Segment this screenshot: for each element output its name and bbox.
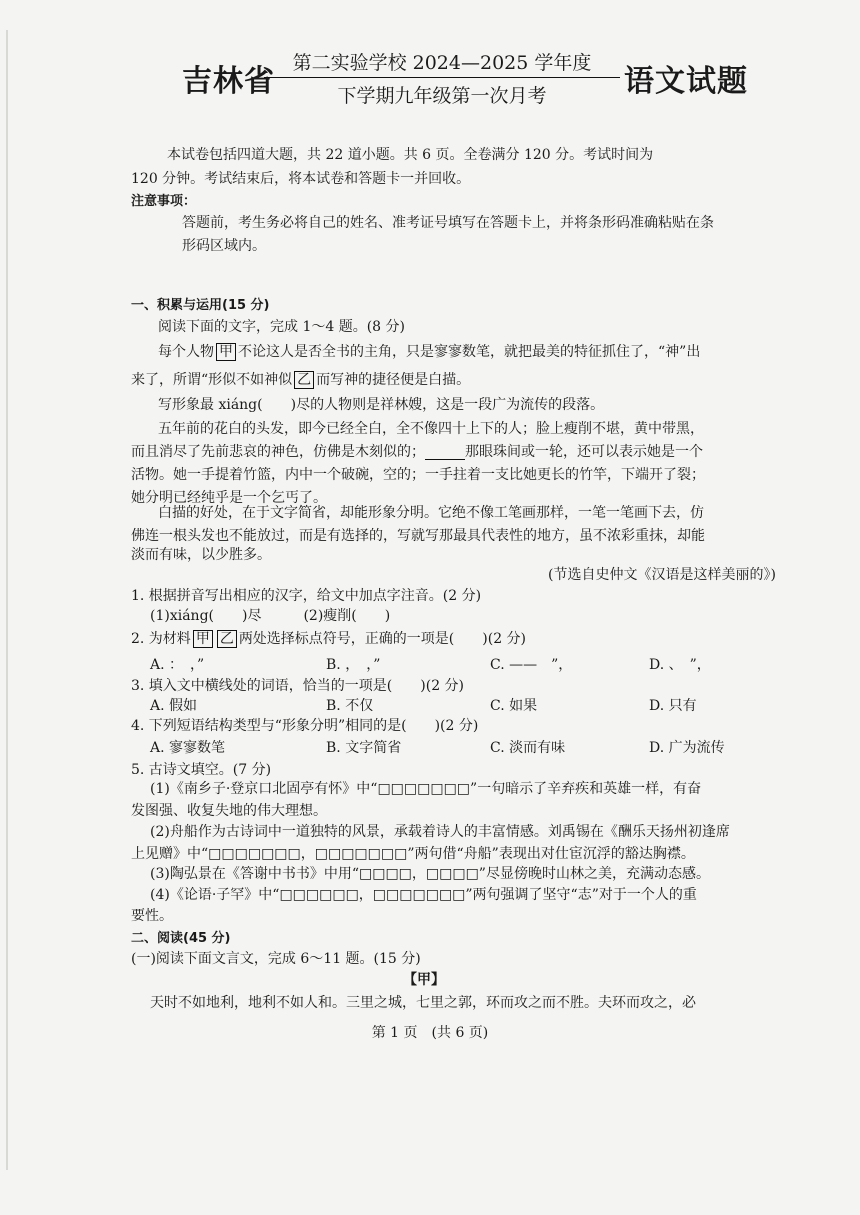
title-school-line: 第二实验学校 2024—2025 学年度 <box>264 48 620 78</box>
question-4: 4. 下列短语结构类型与“形象分明”相同的是( )(2 分) <box>131 718 479 734</box>
p1-text-a: 每个人物 <box>158 344 214 360</box>
passage-p4-line1: 白描的好处，在于文字简省，却能形象分明。它绝不像工笔画那样，一笔一笔画下去，仿 <box>158 505 704 521</box>
passage-p4-line3: 淡而有味，以少胜多。 <box>131 547 271 563</box>
question-2 <box>131 628 526 650</box>
passage-p3-line2 <box>131 441 703 463</box>
passage-p3-line1: 五年前的花白的头发，即今已经全白，全不像四十上下的人；脸上瘦削不堪，黄中带黑， <box>158 421 704 437</box>
title-province: 吉林省 <box>182 64 275 99</box>
section1-title: 一、积累与运用(15 分) <box>131 298 270 313</box>
fill-blank-line <box>425 445 465 460</box>
q5-item2-line1: (2)舟船作为古诗词中一道独特的风景，承载着诗人的丰富情感。刘禹锡在《酬乐天扬州初逢席 <box>150 824 730 840</box>
passage-p3-line4: 她分明已经纯乎是一个乞丐了。 <box>131 490 327 506</box>
passage-p4-line2: 佛连一根头发也不能放过，而是有选择的，写就写那最具代表性的地方，虽不浓彩重抹，却能 <box>131 528 705 544</box>
page-footer: 第 1 页 (共 6 页) <box>371 1025 489 1041</box>
section2-sub: (一)阅读下面文言文，完成 6～11 题。(15 分) <box>131 951 421 967</box>
section2-jia-label: 【甲】 <box>403 972 445 988</box>
intro-line1: 本试卷包括四道大题，共 22 道小题。共 6 页。全卷满分 120 分。考试时间为 <box>167 147 654 163</box>
question-5: 5. 古诗文填空。(7 分) <box>131 762 272 778</box>
mark-yi: 乙 <box>294 371 314 389</box>
q4-option-b: B. 文字简省 <box>326 740 402 756</box>
q2-mark-jia: 甲 <box>193 630 213 648</box>
q2-option-a: A. ： ，” <box>150 657 205 673</box>
section1-instruction: 阅读下面的文字，完成 1～4 题。(8 分) <box>158 319 405 335</box>
title-term-line: 下学期九年级第一次月考 <box>337 85 547 107</box>
q5-item4-line2: 要性。 <box>131 908 173 924</box>
question-1: 1. 根据拼音写出相应的汉字，给文中加点字注音。(2 分) <box>131 588 482 604</box>
q2-text-b: 两处选择标点符号，正确的一项是( )(2 分) <box>238 631 527 647</box>
notice-title: 注意事项： <box>131 194 197 209</box>
mark-jia: 甲 <box>216 343 236 361</box>
q3-option-b: B. 不仅 <box>326 698 374 714</box>
q5-item1-line1: (1)《南乡子·登京口北固亭有怀》中“□□□□□□□”一句暗示了辛弃疾和英雄一样，有奋 <box>150 781 702 797</box>
title-subject: 语文试题 <box>624 64 748 99</box>
notice-line1: 答题前，考生务必将自己的姓名、准考证号填写在答题卡上，并将条形码准确粘贴在条 <box>182 215 714 231</box>
section2-text: 天时不如地利，地利不如人和。三里之城，七里之郭，环而攻之而不胜。夫环而攻之，必 <box>150 995 696 1011</box>
section2-title: 二、阅读(45 分) <box>131 931 231 946</box>
q2-option-d: D. 、 ”， <box>649 657 711 673</box>
q3-option-d: D. 只有 <box>649 698 697 714</box>
intro-line2: 120 分钟。考试结束后，将本试卷和答题卡一并回收。 <box>131 171 471 187</box>
page-edge <box>6 30 8 1170</box>
q3-option-a: A. 假如 <box>150 698 198 714</box>
q5-item1-line2: 发图强、收复失地的伟大理想。 <box>131 803 327 819</box>
passage-p3-line3: 活物。她一手提着竹篮，内中一个破碗，空的；一手拄着一支比她更长的竹竿，下端开了裂； <box>131 467 705 483</box>
p3-text-a: 而且消尽了先前悲哀的神色，仿佛是木刻似的； <box>131 444 425 460</box>
p1-text-c: 来了，所谓“形似不如神似 <box>131 372 293 388</box>
q4-option-d: D. 广为流传 <box>649 740 725 756</box>
q5-item3: (3)陶弘景在《答谢中书书》中用“□□□□，□□□□”尽显傍晚时山林之美，充满动态感。 <box>150 866 710 882</box>
q5-item2-line2: 上见赠》中“□□□□□□□，□□□□□□□”两句借“舟船”表现出对仕宦沉浮的豁达胸襟。 <box>131 846 695 862</box>
question-1-sub: (1)xiáng( )尽 (2)瘦削( ) <box>150 608 391 624</box>
title-middle <box>264 48 620 108</box>
q2-text-a: 2. 为材料 <box>131 631 191 647</box>
passage-p1-line2 <box>131 369 470 391</box>
q4-option-c: C. 淡而有味 <box>490 740 566 756</box>
q2-option-b: B. ， ，” <box>326 657 381 673</box>
q2-option-c: C. —— ”， <box>490 657 573 673</box>
p1-text-b: 不论这人是否全书的主角，只是寥寥数笔，就把最美的特征抓住了，“神”出 <box>238 344 701 360</box>
q4-option-a: A. 寥寥数笔 <box>150 740 226 756</box>
q5-item4-line1: (4)《论语·子罕》中“□□□□□□，□□□□□□□”两句强调了坚守“志”对于一个人的重 <box>150 887 697 903</box>
question-3: 3. 填入文中横线处的词语，恰当的一项是( )(2 分) <box>131 678 465 694</box>
exam-title <box>0 46 860 106</box>
p1-text-d: 而写神的捷径便是白描。 <box>316 372 471 388</box>
passage-source: (节选自史仲文《汉语是这样美丽的》) <box>548 567 776 583</box>
q3-option-c: C. 如果 <box>490 698 538 714</box>
q2-mark-yi: 乙 <box>217 630 237 648</box>
notice-line2: 形码区域内。 <box>182 238 266 254</box>
p3-text-b: 那眼珠间或一轮，还可以表示她是一个 <box>465 444 703 460</box>
passage-p2: 写形象最 xiáng( )尽的人物则是祥林嫂，这是一段广为流传的段落。 <box>158 397 605 413</box>
passage-p1-line1 <box>158 341 700 363</box>
